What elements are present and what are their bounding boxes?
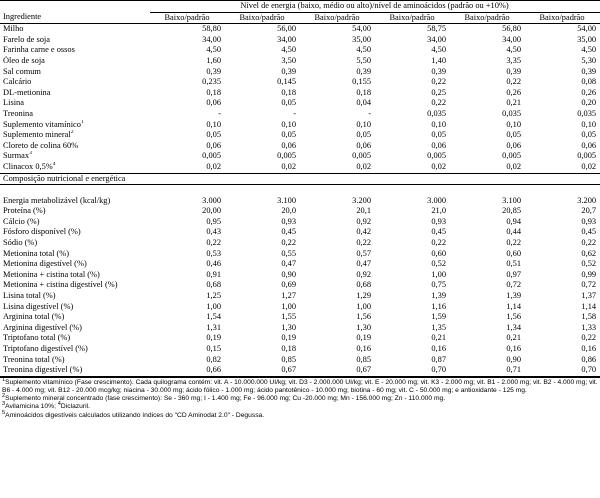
ingredient-value: 0,10 <box>431 119 446 129</box>
ingredient-row <box>0 24 600 35</box>
ingredient-value: 56,80 <box>502 24 521 34</box>
composition-value: 0,46 <box>206 259 221 269</box>
composition-value: 1,00 <box>356 301 371 311</box>
footnote-number: 1 <box>2 376 6 383</box>
composition-value: 0,21 <box>506 333 521 343</box>
ingredient-value: 0,05 <box>281 98 296 108</box>
composition-value: 0,53 <box>206 248 221 258</box>
composition-value: 0,87 <box>431 354 446 364</box>
composition-value: 0,22 <box>281 238 296 248</box>
ingredient-value: 35,00 <box>577 34 597 44</box>
composition-value: 0,72 <box>506 280 521 290</box>
composition-value: 0,67 <box>356 365 371 375</box>
ingredient-value: 0,02 <box>206 161 221 171</box>
ingredient-row <box>0 109 600 120</box>
ingredient-value: 56,00 <box>277 24 296 34</box>
composition-value: 0,86 <box>581 354 597 364</box>
composition-value: 0,42 <box>356 227 371 237</box>
footnote-marker: 2 <box>70 130 74 136</box>
composition-row <box>0 312 600 323</box>
composition-row <box>0 365 600 376</box>
composition-row <box>0 259 600 270</box>
composition-value: 1,39 <box>506 291 521 301</box>
ingredient-name: Sal comum <box>3 66 41 76</box>
composition-value: 0,75 <box>431 280 446 290</box>
composition-value: 1,33 <box>581 322 597 332</box>
ingredient-name: Óleo de soja <box>3 55 45 65</box>
composition-value: 3.000 <box>202 195 221 205</box>
composition-row <box>0 217 600 228</box>
ingredient-value: 4,50 <box>581 45 597 55</box>
footnote-marker: 4 <box>52 161 56 168</box>
composition-value: 1,56 <box>356 312 371 322</box>
ingredient-value: 0,39 <box>431 66 446 76</box>
ingredient-value: 0,02 <box>356 161 371 171</box>
ingredient-name: Cloreto de colina 60% <box>3 140 79 150</box>
ingredient-value: 0,22 <box>431 98 446 108</box>
composition-value: 0,60 <box>506 248 521 258</box>
ingredient-name: Surmax$^3$ <box>3 151 32 161</box>
ingredient-row <box>0 162 600 173</box>
ingredient-value: 0,39 <box>281 66 296 76</box>
ingredient-row <box>0 120 600 131</box>
composition-name: Proteína (%) <box>3 206 46 216</box>
composition-value: 1,30 <box>356 322 371 332</box>
composition-value: 0,72 <box>581 280 597 290</box>
composition-value: 0,44 <box>506 227 521 237</box>
composition-value: 0,97 <box>506 269 521 279</box>
composition-value: 0,93 <box>431 216 446 226</box>
ingredient-value: 0,05 <box>281 130 296 140</box>
footnote <box>2 392 598 403</box>
footnote-text: Suplemento mineral concentrado (fase crescimento): Se - 360 mg; I - 1.400 mg; Fe - 96.000 mg; Cu -20.000 mg; Mn - 156.000 mg; Zn - 110.000 mg. <box>5 395 446 403</box>
ingredient-value: 5,50 <box>356 55 371 65</box>
composition-row <box>0 355 600 366</box>
ingredient-value: 0,25 <box>431 87 446 97</box>
composition-value: 1,31 <box>206 322 221 332</box>
ingredient-value: 35,00 <box>352 34 371 44</box>
ingredient-value: 0,10 <box>581 119 597 129</box>
composition-value: 0,57 <box>356 248 371 258</box>
composition-name: Fósforo disponível (%) <box>3 227 81 237</box>
composition-value: 0,19 <box>356 333 371 343</box>
composition-value: 0,22 <box>356 238 371 248</box>
footnote-text: Diclazuril. <box>60 403 90 411</box>
composition-value: 1,00 <box>206 301 221 311</box>
column-header: Baixo/padrão <box>239 12 285 22</box>
ingredient-value: 0,155 <box>352 77 371 87</box>
footnote-number: 2 <box>2 392 6 399</box>
ingredient-value: 0,10 <box>356 119 371 129</box>
ingredient-value: 0,39 <box>356 66 371 76</box>
ingredient-value: - <box>218 108 221 118</box>
ingredient-value: 0,06 <box>506 140 521 150</box>
composition-value: 20,00 <box>202 206 221 216</box>
composition-name: Lisina total (%) <box>3 291 56 301</box>
composition-value: 0,67 <box>281 365 296 375</box>
ingredient-value: 0,06 <box>431 140 446 150</box>
ingredient-value: 0,05 <box>356 130 371 140</box>
composition-name: Metionina digestível (%) <box>3 259 87 269</box>
spacer <box>0 185 600 196</box>
ingredient-value: 4,50 <box>431 45 446 55</box>
footnote-text: Aminoácidos digestíveis calculados utilizando índices do "CD Aminodat 2.0" - Degussa. <box>5 411 265 419</box>
ingredient-name: Treonina <box>3 108 33 118</box>
composition-row <box>0 344 600 355</box>
ingredient-value: 0,02 <box>431 161 446 171</box>
composition-value: 0,22 <box>206 238 221 248</box>
ingredient-row <box>0 130 600 141</box>
ingredient-row <box>0 77 600 88</box>
composition-name: Metionina + cistina digestível (%) <box>3 280 118 290</box>
composition-row <box>0 196 600 207</box>
ingredient-value: 0,035 <box>577 108 597 118</box>
ingredients-body <box>0 24 600 173</box>
ingredient-row <box>0 67 600 78</box>
ingredient-row <box>0 88 600 99</box>
composition-value: 20,85 <box>502 206 521 216</box>
ingredient-value: 0,005 <box>427 151 446 161</box>
ingredient-value: 0,08 <box>581 77 597 87</box>
composition-value: 3.200 <box>577 195 597 205</box>
ingredient-header: Ingrediente <box>3 12 42 22</box>
composition-value: 0,93 <box>581 216 597 226</box>
ingredient-row <box>0 141 600 152</box>
composition-value: 0,82 <box>206 354 221 364</box>
composition-name: Energia metabolizável (kcal/kg) <box>3 195 111 205</box>
composition-value: 0,69 <box>281 280 296 290</box>
ingredient-value: 0,18 <box>206 87 221 97</box>
ingredient-value: 0,06 <box>281 140 296 150</box>
ingredient-value: 0,005 <box>502 151 521 161</box>
composition-value: 0,93 <box>281 216 296 226</box>
composition-value: 20,1 <box>356 206 371 216</box>
ingredient-name: Suplemento vitamínico$^1$ <box>3 119 84 129</box>
composition-row <box>0 238 600 249</box>
ingredient-value: 58,80 <box>202 24 221 34</box>
ingredient-value: 0,005 <box>352 151 371 161</box>
ingredient-value: 54,00 <box>352 24 371 34</box>
footnote <box>2 376 598 395</box>
footnote-text: Suplemento vitamínico (Fase crescimento). Cada quilograma contém: vit. A - 10.000.000 UI/kg; vit. D3 - 2.000.000 UI/kg; vit. E - 20.000 mg; vit. K3 - 2.000 mg; vit. B1 - 2.000 mg; vit. B2 - 4.000 mg; vit. B6 - 4.000 mg; vit. B12 - 20.000 mcg/kg; niacina - 30.000 mg; ácido fólico - 1.000 mg; ácido pantotênico - 10.000 mg; biotina - 60 mg; vit. C - 50.000 mg; e antioxidante - 125 mg. <box>2 378 598 394</box>
composition-value: 0,92 <box>356 216 371 226</box>
composition-value: 0,43 <box>206 227 221 237</box>
composition-value: 0,22 <box>581 333 597 343</box>
ingredient-name: Lisina <box>3 98 24 108</box>
composition-value: 0,51 <box>506 259 521 269</box>
ingredient-value: 4,50 <box>281 45 296 55</box>
ingredient-value: 3,35 <box>506 55 521 65</box>
composition-value: 20,7 <box>581 206 597 216</box>
composition-value: 0,91 <box>206 269 221 279</box>
composition-row <box>0 206 600 217</box>
ingredient-value: 0,10 <box>281 119 296 129</box>
composition-name: Arginina total (%) <box>3 312 65 322</box>
composition-value: 0,16 <box>581 344 597 353</box>
ingredient-value: 0,18 <box>281 87 296 97</box>
composition-row <box>0 323 600 334</box>
ingredient-row <box>0 35 600 46</box>
footnotes <box>0 377 600 420</box>
ingredient-name: Milho <box>3 24 24 34</box>
composition-name: Metionina total (%) <box>3 248 70 258</box>
ingredient-value: 0,10 <box>206 119 221 129</box>
ingredient-value: 0,04 <box>356 98 371 108</box>
composition-value: 0,16 <box>356 344 371 353</box>
composition-value: 0,47 <box>356 259 371 269</box>
footnote-marker: 1 <box>80 119 84 125</box>
composition-value: 0,94 <box>506 216 521 226</box>
composition-value: 0,45 <box>581 227 597 237</box>
composition-value: 3.000 <box>427 195 446 205</box>
ingredient-value: 0,235 <box>202 77 221 87</box>
composition-value: 0,45 <box>281 227 296 237</box>
composition-row <box>0 227 600 238</box>
composition-value: 0,90 <box>506 354 521 364</box>
ingredient-name: Farinha carne e ossos <box>3 45 75 55</box>
composition-value: 0,70 <box>581 365 597 375</box>
composition-value: 0,47 <box>281 259 296 269</box>
composition-value: 0,92 <box>356 269 371 279</box>
composition-value: 1,37 <box>581 291 597 301</box>
composition-value: 1,59 <box>431 312 446 322</box>
ingredient-value: 0,06 <box>206 98 221 108</box>
footnote-marker: 3 <box>29 151 32 157</box>
composition-value: 3.100 <box>277 195 296 205</box>
composition-value: 1,35 <box>431 322 446 332</box>
composition-value: 3.200 <box>352 195 371 205</box>
ingredient-row <box>0 45 600 56</box>
composition-name: Cálcio (%) <box>3 216 40 226</box>
composition-value: 0,22 <box>431 238 446 248</box>
ingredient-value: - <box>293 108 296 118</box>
ingredient-value: 0,035 <box>427 108 446 118</box>
ingredient-name: Suplemento mineral$^2$ <box>3 130 74 140</box>
composition-value: 1,29 <box>356 291 371 301</box>
ingredient-value: 0,20 <box>581 98 597 108</box>
ingredient-value: 0,005 <box>577 151 597 161</box>
ingredient-name: Calcário <box>3 77 32 87</box>
composition-value: 0,90 <box>281 269 296 279</box>
ingredient-value: 0,05 <box>206 130 221 140</box>
composition-row <box>0 333 600 344</box>
composition-name: Triptofano digestível (%) <box>3 344 88 353</box>
footnote-number: 5 <box>2 409 6 416</box>
composition-value: 0,70 <box>431 365 446 375</box>
footnote-text: Avilamicina 10%; <box>5 403 58 411</box>
composition-value: 21,0 <box>431 206 446 216</box>
composition-value: 1,00 <box>431 269 446 279</box>
ingredient-value: 4,50 <box>356 45 371 55</box>
composition-value: 0,68 <box>206 280 221 290</box>
ingredient-value: 0,035 <box>502 108 521 118</box>
ingredient-value: 0,10 <box>506 119 521 129</box>
ingredient-value: 0,21 <box>506 98 521 108</box>
ingredient-value: 0,39 <box>581 66 597 76</box>
ingredient-value: 34,00 <box>277 34 296 44</box>
composition-value: 0,52 <box>581 259 597 269</box>
composition-row <box>0 280 600 291</box>
ingredient-value: 0,26 <box>581 87 597 97</box>
ingredient-value: 0,22 <box>506 77 521 87</box>
ingredient-value: 5,30 <box>581 55 597 65</box>
ingredient-value: 0,05 <box>431 130 446 140</box>
ingredient-value: 34,00 <box>427 34 446 44</box>
ingredient-value: 0,26 <box>506 87 521 97</box>
ingredient-value: 0,05 <box>506 130 521 140</box>
ingredient-value: 0,005 <box>202 151 221 161</box>
column-header: Baixo/padrão <box>164 12 210 22</box>
composition-value: 1,25 <box>206 291 221 301</box>
footnote <box>2 409 598 420</box>
composition-name: Treonina total (%) <box>3 354 65 364</box>
composition-value: 1,39 <box>431 291 446 301</box>
footnote <box>2 403 598 411</box>
ingredient-value: 0,005 <box>277 151 296 161</box>
ingredient-row <box>0 98 600 109</box>
ingredient-row <box>0 56 600 67</box>
composition-value: 0,55 <box>281 248 296 258</box>
ingredient-row <box>0 151 600 162</box>
composition-name: Sódio (%) <box>3 238 38 248</box>
composition-body <box>0 196 600 377</box>
ingredient-value: 0,39 <box>506 66 521 76</box>
composition-row <box>0 291 600 302</box>
column-header: Baixo/padrão <box>464 12 510 22</box>
composition-value: 0,19 <box>281 333 296 343</box>
composition-name: Arginina digestível (%) <box>3 322 82 332</box>
composition-row <box>0 249 600 260</box>
column-header: Baixo/padrão <box>389 12 435 22</box>
composition-value: 0,52 <box>431 259 446 269</box>
composition-value: 0,66 <box>206 365 221 375</box>
ingredient-value: 0,02 <box>506 161 521 171</box>
energy-level-header: Nível de energia (baixo, médio ou alto)/nível de aminoácidos (padrão ou +10%) <box>150 1 600 13</box>
ingredient-value: 0,05 <box>581 130 597 140</box>
composition-name: Metionina + cistina total (%) <box>3 269 100 279</box>
composition-row <box>0 270 600 281</box>
header-blank <box>0 1 150 13</box>
ingredient-value: 0,06 <box>206 140 221 150</box>
ingredient-value: 58,75 <box>427 24 446 34</box>
footnote-number: 3 <box>2 401 6 408</box>
composition-value: 0,18 <box>281 344 296 353</box>
composition-value: 0,99 <box>581 269 597 279</box>
composition-value: 1,27 <box>281 291 296 301</box>
ingredient-value: 0,22 <box>431 77 446 87</box>
composition-value: 1,30 <box>281 322 296 332</box>
ingredient-name: DL-metionina <box>3 87 51 97</box>
composition-value: 1,00 <box>281 301 296 311</box>
composition-value: 1,55 <box>281 312 296 322</box>
ingredient-value: 0,145 <box>277 77 296 87</box>
ingredient-value: 4,50 <box>506 45 521 55</box>
composition-title: Composição nutricional e energética <box>3 173 126 183</box>
ingredient-value: 54,00 <box>577 24 597 34</box>
ingredient-value: 0,02 <box>581 161 597 171</box>
composition-value: 0,22 <box>581 238 597 248</box>
composition-value: 1,14 <box>506 301 521 311</box>
composition-value: 20,0 <box>281 206 296 216</box>
composition-value: 0,19 <box>206 333 221 343</box>
ingredient-value: 0,39 <box>206 66 221 76</box>
composition-name: Lisina digestível (%) <box>3 301 74 311</box>
composition-value: 1,16 <box>431 301 446 311</box>
composition-value: 0,85 <box>281 354 296 364</box>
ingredient-value: 0,06 <box>356 140 371 150</box>
composition-value: 1,34 <box>506 322 521 332</box>
ingredient-value: 1,60 <box>206 55 221 65</box>
composition-value: 0,62 <box>581 248 597 258</box>
ingredient-value: 1,40 <box>431 55 446 65</box>
ingredient-value: 0,02 <box>281 161 296 171</box>
composition-name: Triptofano total (%) <box>3 333 71 343</box>
composition-value: 3.100 <box>502 195 521 205</box>
composition-value: 0,21 <box>431 333 446 343</box>
composition-value: 0,95 <box>206 216 221 226</box>
ingredient-value: - <box>368 108 371 118</box>
column-header: Baixo/padrão <box>314 12 360 22</box>
footnote-number: 4 <box>57 401 61 408</box>
composition-value: 0,71 <box>506 365 521 375</box>
composition-value: 0,45 <box>431 227 446 237</box>
composition-value: 0,85 <box>356 354 371 364</box>
ingredient-name: Farelo de soja <box>3 34 50 44</box>
composition-value: 0,16 <box>506 344 521 353</box>
composition-value: 1,56 <box>506 312 521 322</box>
composition-value: 1,54 <box>206 312 221 322</box>
composition-value: 1,14 <box>581 301 597 311</box>
composition-name: Treonina digestível (%) <box>3 365 83 375</box>
composition-value: 0,68 <box>356 280 371 290</box>
composition-value: 0,22 <box>506 238 521 248</box>
ingredient-value: 3,50 <box>281 55 296 65</box>
ingredient-name: Clinacox 0,5%$^4$ <box>3 161 56 171</box>
composition-value: 0,60 <box>431 248 446 258</box>
composition-value: 1,58 <box>581 312 597 322</box>
ingredient-value: 4,50 <box>206 45 221 55</box>
ingredient-value: 0,18 <box>356 87 371 97</box>
ingredient-value: 34,00 <box>202 34 221 44</box>
composition-value: 0,15 <box>206 344 221 353</box>
ingredient-value: 0,06 <box>581 140 597 150</box>
composition-row <box>0 302 600 313</box>
column-header: Baixo/padrão <box>539 12 585 22</box>
ingredient-value: 34,00 <box>502 34 521 44</box>
composition-value: 0,16 <box>431 344 446 353</box>
